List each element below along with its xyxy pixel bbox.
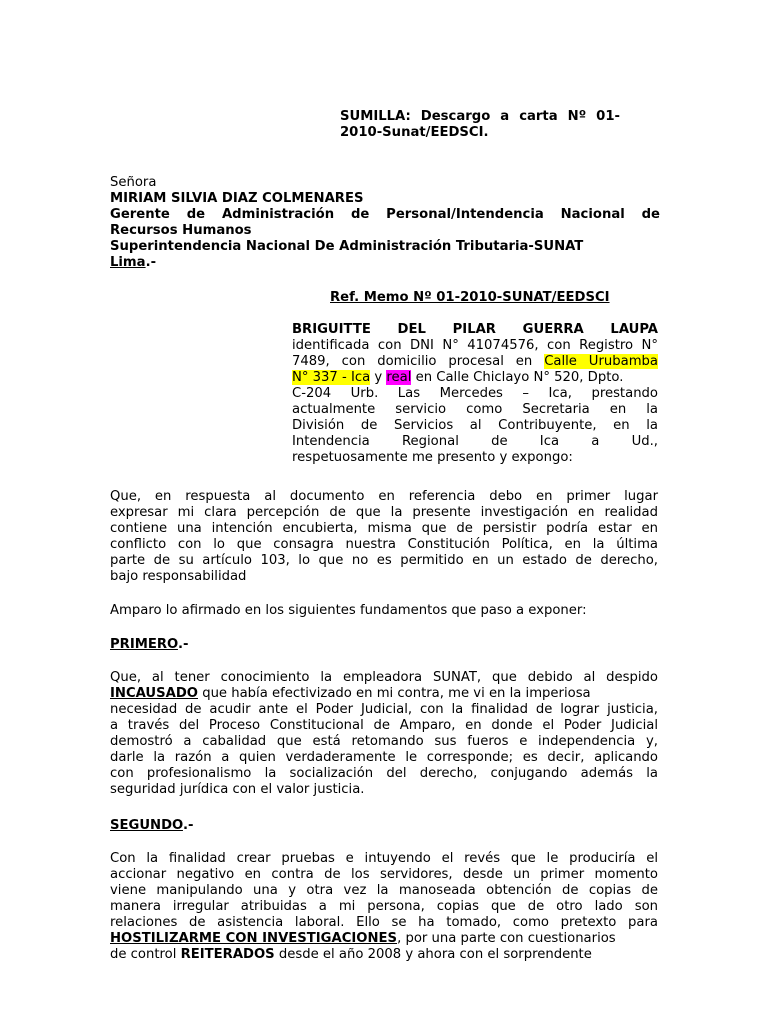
highlight-real: real: [386, 370, 412, 385]
segundo-line-3: viene manipulando una y otra vez la manoseada obtención de copias de: [110, 883, 658, 898]
identification-line-8: respetuosamente me presento y expongo:: [292, 450, 573, 465]
identification-line-2: [292, 354, 658, 370]
incausado-emphasis: INCAUSADO: [110, 686, 198, 701]
reiterados-emphasis: REITERADOS: [180, 947, 275, 962]
primero-line-2-rest: que había efectivizado en mi contra, me vi en la imperiosa: [198, 686, 591, 701]
intro-line-5: parte de su artículo 103, lo que no es permitido en un estado de derecho,: [110, 553, 658, 568]
highlight-street-number: N° 337 - Ica: [292, 370, 371, 385]
sumilla-line-2: 2010-Sunat/EEDSCI.: [340, 125, 489, 140]
identification-line-5: actualmente servicio como Secretaria en la: [292, 402, 658, 417]
segundo-line-7-a: de control: [110, 947, 181, 962]
addressee-city-suffix: .-: [145, 255, 157, 270]
real-address: en Calle Chiclayo N° 520, Dpto.: [411, 370, 624, 385]
segundo-line-7-rest: desde el año 2008 y ahora con el sorprendente: [274, 947, 592, 962]
domicile-text: 7489, con domicilio procesal en: [292, 354, 545, 369]
intro-line-4: conflicto con lo que consagra nuestra Constitución Política, en la última: [110, 537, 658, 552]
intro-paragraph: [110, 489, 658, 585]
sender-name: BRIGUITTE DEL PILAR GUERRA LAUPA: [292, 322, 658, 337]
segundo-heading-suffix: .-: [182, 818, 194, 833]
intro-line-3: contiene una intención encubierta, misma que de persistir podría estar en: [110, 521, 658, 536]
reference-line: Ref. Memo Nº 01-2010-SUNAT/EEDSCI: [330, 290, 610, 305]
identification-line-6: División de Servicios al Contribuyente, en la: [292, 418, 658, 433]
segundo-heading: [110, 818, 193, 834]
primero-line-1: Que, al tener conocimiento la empleadora SUNAT, que debido al despido: [110, 670, 658, 685]
primero-heading-text: PRIMERO: [110, 637, 178, 652]
segundo-heading-text: SEGUNDO: [110, 818, 183, 833]
segundo-line-7: [110, 947, 658, 963]
primero-line-5: demostró a cabalidad que está retomando sus fueros e independencia y,: [110, 734, 658, 749]
primero-line-7: con profesionalismo la socialización del derecho, conjugando además la: [110, 766, 658, 781]
highlight-street: Calle Urubamba: [544, 354, 658, 369]
sumilla: [340, 109, 620, 141]
primero-paragraph: [110, 670, 658, 798]
primero-line-8: seguridad jurídica con el valor justicia.: [110, 782, 365, 797]
hostilizarme-emphasis: HOSTILIZARME CON INVESTIGACIONES: [110, 931, 398, 946]
amparo-line: Amparo lo afirmado en los siguientes fundamentos que paso a exponer:: [110, 603, 587, 618]
primero-heading-suffix: .-: [177, 637, 189, 652]
identification-line-3: [292, 370, 658, 386]
conjunction-y: y: [370, 370, 387, 385]
identification-line-4: C-204 Urb. Las Mercedes – Ica, prestando: [292, 386, 658, 401]
segundo-paragraph: [110, 851, 658, 963]
primero-line-4: a través del Proceso Constitucional de Amparo, en donde el Poder Judicial: [110, 718, 658, 733]
segundo-line-5: relaciones de asistencia laboral. Ello se ha tomado, como pretexto para: [110, 915, 658, 930]
primero-heading: [110, 637, 188, 653]
intro-line-6: bajo responsabilidad: [110, 569, 247, 584]
identification-block: [292, 322, 658, 466]
primero-line-3: necesidad de acudir ante el Poder Judicial, con la finalidad de lograr justicia,: [110, 702, 658, 717]
segundo-line-1: Con la finalidad crear pruebas e intuyendo el revés que le produciría el: [110, 851, 658, 866]
primero-line-2: [110, 686, 658, 702]
addressee-title-line-2: Recursos Humanos: [110, 223, 252, 238]
addressee-title-line-1: Gerente de Administración de Personal/Intendencia Nacional de: [110, 207, 660, 222]
addressee-city-line: [110, 255, 660, 271]
addressee-institution: Superintendencia Nacional De Administración Tributaria-SUNAT: [110, 239, 584, 254]
primero-line-6: darle la razón a quien verdaderamente le corresponde; es decir, aplicando: [110, 750, 658, 765]
addressee-city: Lima: [110, 255, 146, 270]
sumilla-line-1: SUMILLA: Descargo a carta Nº 01-: [340, 109, 620, 124]
addressee-block: [110, 175, 660, 271]
salutation: Señora: [110, 175, 157, 190]
identification-line-7: Intendencia Regional de Ica a Ud.,: [292, 434, 658, 449]
segundo-line-6-rest: , por una parte con cuestionarios: [397, 931, 616, 946]
addressee-name: MIRIAM SILVIA DIAZ COLMENARES: [110, 191, 364, 206]
intro-line-2: expresar mi clara percepción de que la presente investigación en realidad: [110, 505, 658, 520]
identification-line-1: identificada con DNI N° 41074576, con Registro N°: [292, 338, 658, 353]
segundo-line-2: accionar negativo en contra de los servidores, desde un primer momento: [110, 867, 658, 882]
segundo-line-6: [110, 931, 658, 947]
intro-line-1: Que, en respuesta al documento en referencia debo en primer lugar: [110, 489, 658, 504]
segundo-line-4: manera irregular atribuidas a mi persona, copias que de otro lado son: [110, 899, 658, 914]
